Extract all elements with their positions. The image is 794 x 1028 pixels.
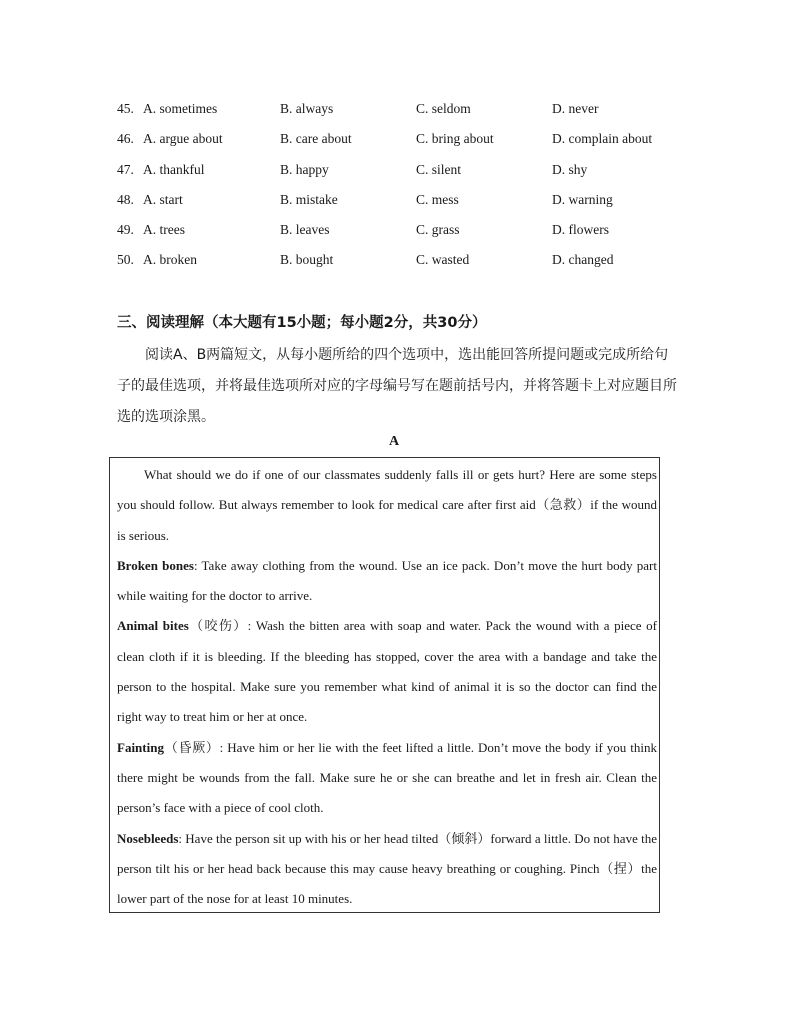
option-a: A. trees (143, 222, 185, 238)
option-c: C. silent (416, 161, 462, 177)
question-number: 50. (117, 252, 134, 268)
section-title: 三、阅读理解（本大题有15小题；每小题2分，共30分） (117, 315, 487, 331)
option-a: A. broken (143, 252, 197, 268)
item-heading: Fainting (117, 739, 164, 755)
option-c: C. grass (416, 222, 460, 238)
option-b: B. care about (280, 131, 352, 147)
option-d: D. complain about (552, 131, 653, 147)
passage-text (117, 460, 657, 914)
item-text: （昏厥）: Have him or her lie with the feet lifted a little. Don’t move the body if you think there might be wounds from the fall. Make sure he or she can breathe and let in fresh air. Clean the person’s face with a piece of cool cloth. (117, 739, 657, 816)
option-d: D. warning (552, 191, 613, 207)
option-a: A. start (143, 191, 183, 207)
item-heading: Broken bones (117, 557, 194, 573)
option-d: D. changed (552, 252, 614, 268)
option-b: B. happy (280, 161, 329, 177)
passage-item-fainting (117, 733, 657, 824)
option-d: D. flowers (552, 222, 609, 238)
option-a: A. thankful (143, 161, 205, 177)
question-number: 47. (117, 161, 134, 177)
item-text: : Have the person sit up with his or her head tilted（倾斜）forward a little. Do not have the person tilt his or her head back because this may cause heavy breathing or coughing. Pinch（捏）the lower part of the nose for at least 10 minutes. (117, 830, 657, 907)
question-number: 45. (117, 101, 134, 116)
passage-item-broken-bones (117, 551, 657, 612)
option-c: C. seldom (416, 101, 471, 116)
option-b: B. mistake (280, 191, 338, 207)
passage-intro: What should we do if one of our classmates suddenly falls ill or gets hurt? Here are some steps you should follow. But always remember to look for medical care after first aid（急救）if the wound is serious. (117, 467, 657, 543)
passage-item-nosebleeds (117, 824, 657, 915)
question-number: 49. (117, 222, 134, 238)
option-c: C. bring about (416, 131, 494, 147)
option-d: D. never (552, 101, 599, 116)
passage-box (109, 457, 660, 913)
option-c: C. mess (416, 191, 459, 207)
option-a: A. argue about (143, 131, 223, 147)
item-text: : Take away clothing from the wound. Use an ice pack. Don’t move the hurt body part while waiting for the doctor to arrive. (117, 557, 657, 604)
section-instructions: 阅读A、B两篇短文，从每小题所给的四个选项中，选出能回答所提问题或完成所给句子的最佳选项，并将最佳选项所对应的字母编号写在题前括号内，并将答题卡上对应题目所选的选项涂黑。 (117, 347, 677, 425)
option-d: D. shy (552, 161, 588, 177)
passage-label: A (389, 434, 400, 449)
question-number: 48. (117, 191, 134, 207)
question-number: 46. (117, 131, 134, 147)
passage-item-animal-bites (117, 611, 657, 732)
option-c: C. wasted (416, 252, 470, 268)
item-heading: Animal bites (117, 618, 189, 634)
item-text: （咬伤）: Wash the bitten area with soap and water. Pack the wound with a piece of clean cloth if it is bleeding. If the bleeding has stopped, cover the area with a bandage and take the person to the hospital. Make sure you remember what kind of animal it is so the doctor can find the right way to treat him or her at once. (117, 618, 657, 725)
option-b: B. always (280, 101, 334, 116)
option-b: B. leaves (280, 222, 330, 238)
option-a: A. sometimes (143, 101, 218, 116)
option-b: B. bought (280, 252, 334, 268)
item-heading: Nosebleeds (117, 830, 179, 846)
